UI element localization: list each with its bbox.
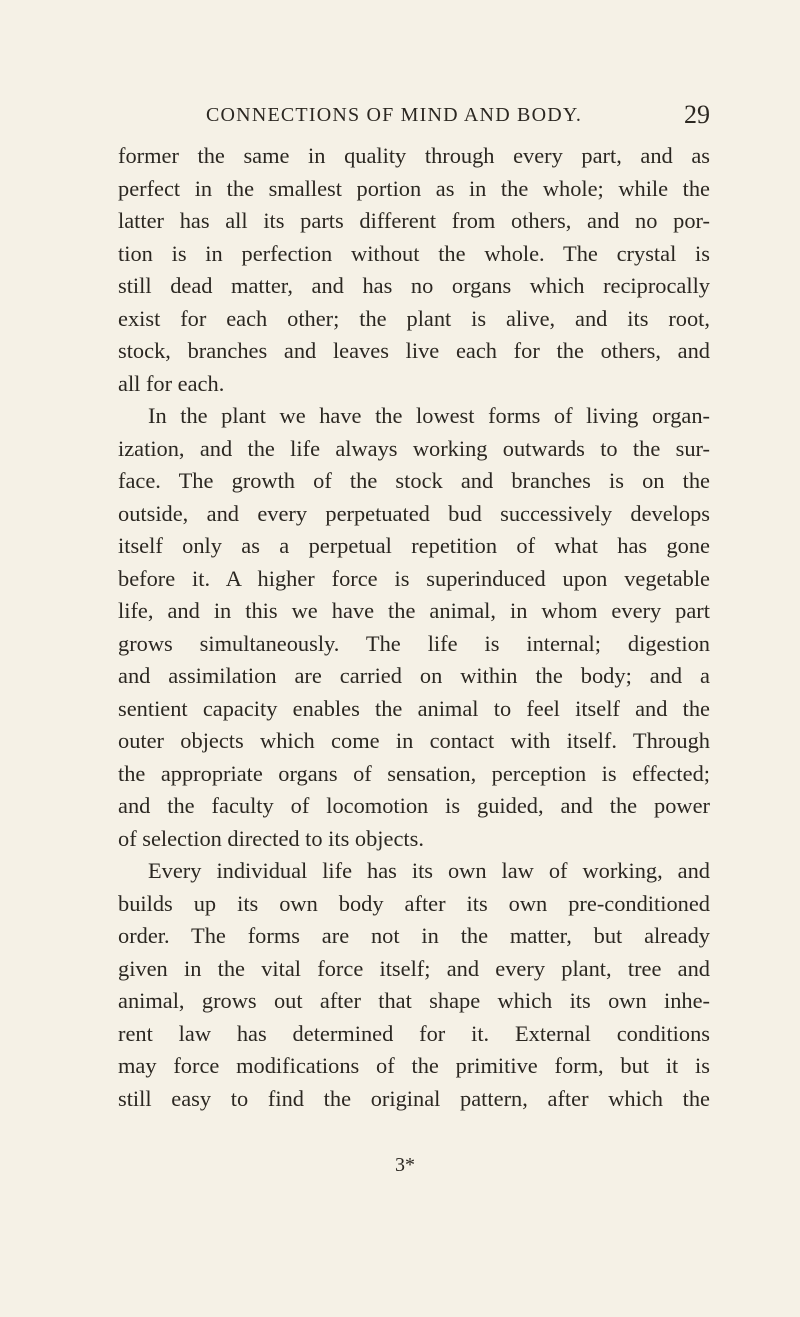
text-line: of selection directed to its objects. [118,825,424,851]
text-line: still dead matter, and has no organs which reciprocally [118,273,710,298]
text-line: rent law has determined for it. External conditions [118,1020,710,1046]
text-line: life, and in this we have the animal, in whom every part [118,598,710,623]
text-line: and assimilation are carried on within the body; and a [118,663,710,688]
text-line: former the same in quality through every part, and as [118,143,710,168]
text-line: given in the vital force itself; and every plant, tree and [118,955,710,981]
text-line: the appropriate organs of sensation, perception is effected; [118,760,710,786]
running-title: CONNECTIONS OF MIND AND BODY. [206,104,583,126]
body-text [118,140,710,1115]
text-line: latter has all its parts different from others, and no por- [118,208,710,233]
text-line: outer objects which come in contact with itself. Through [118,728,710,753]
text-line: and the faculty of locomotion is guided, and the power [118,793,710,818]
text-line: grows simultaneously. The life is internal; digestion [118,630,710,656]
text-line: outside, and every perpetuated bud successively develops [118,500,710,526]
text-line: may force modifications of the primitive form, but it is [118,1053,710,1078]
text-line: still easy to find the original pattern, after which the [118,1085,710,1111]
text-line: Every individual life has its own law of working, and [148,858,710,883]
text-line: order. The forms are not in the matter, but already [118,923,710,948]
page-number: 29 [684,100,710,129]
text-line: exist for each other; the plant is alive, and its root, [118,305,710,331]
text-line: perfect in the smallest portion as in the whole; while the [118,175,710,201]
text-line: ization, and the life always working outwards to the sur- [118,435,710,461]
signature-mark: 3* [395,1154,415,1176]
text-line: In the plant we have the lowest forms of living organ- [148,403,710,428]
text-line: stock, branches and leaves live each for the others, and [118,338,710,363]
text-line: all for each. [118,370,225,396]
text-line: animal, grows out after that shape which its own inhe- [118,988,710,1013]
text-line: before it. A higher force is superinduced upon vegetable [118,565,710,591]
text-line: itself only as a perpetual repetition of what has gone [118,533,710,558]
text-line: builds up its own body after its own pre-conditioned [118,890,710,916]
running-head [118,100,710,130]
text-line: face. The growth of the stock and branches is on the [118,468,710,493]
text-line: sentient capacity enables the animal to feel itself and the [118,695,710,721]
text-line: tion is in perfection without the whole. The crystal is [118,240,710,266]
